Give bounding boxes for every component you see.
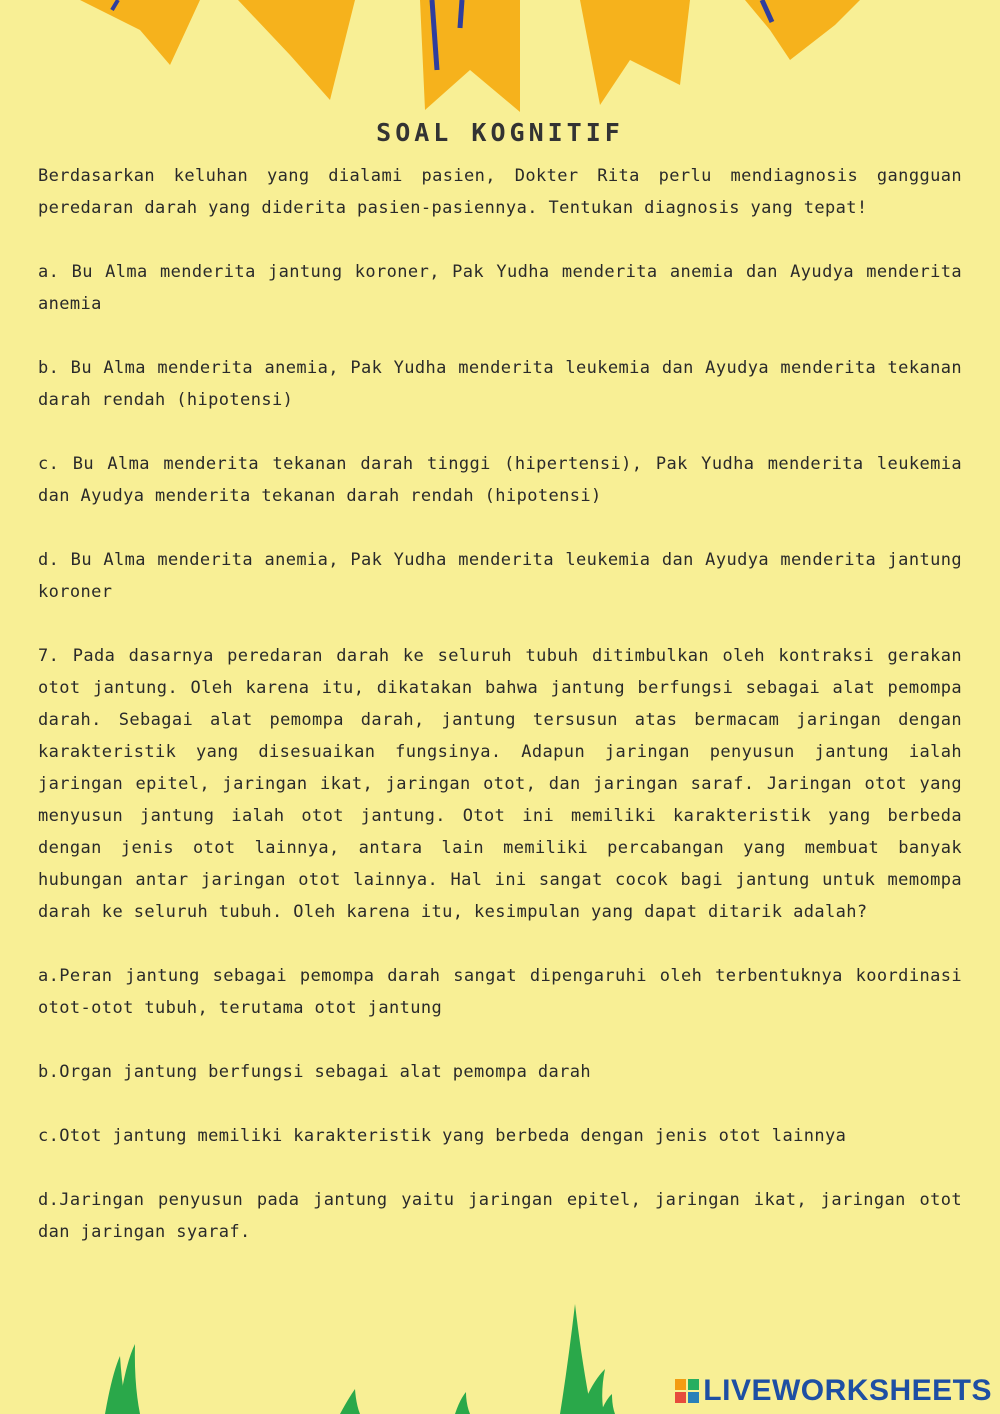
worksheet-content: [38, 160, 962, 1280]
option-7d: d.Jaringan penyusun pada jantung yaitu jaringan epitel, jaringan ikat, jaringan otot dan jaringan syaraf.: [38, 1190, 962, 1242]
bunting-flags-icon: [0, 0, 1000, 120]
option-c: c. Bu Alma menderita tekanan darah tinggi (hipertensi), Pak Yudha menderita leukemia dan Ayudya menderita tekanan darah rendah (hipotensi): [38, 454, 962, 506]
question-intro: Berdasarkan keluhan yang dialami pasien, Dokter Rita perlu mendiagnosis gangguan peredaran darah yang diderita pasien-pasiennya. Tentukan diagnosis yang tepat!: [38, 166, 962, 218]
option-b: b. Bu Alma menderita anemia, Pak Yudha menderita leukemia dan Ayudya menderita tekanan darah rendah (hipotensi): [38, 358, 962, 410]
option-d: d. Bu Alma menderita anemia, Pak Yudha menderita leukemia dan Ayudya menderita jantung koroner: [38, 550, 962, 602]
liveworksheets-logo-icon: [675, 1379, 699, 1403]
watermark-text: LIVEWORKSHEETS: [703, 1374, 992, 1407]
option-a: a. Bu Alma menderita jantung koroner, Pak Yudha menderita anemia dan Ayudya menderita anemia: [38, 262, 962, 314]
liveworksheets-watermark: [675, 1374, 992, 1408]
option-7c: c.Otot jantung memiliki karakteristik yang berbeda dengan jenis otot lainnya: [38, 1126, 847, 1146]
question-7: 7. Pada dasarnya peredaran darah ke seluruh tubuh ditimbulkan oleh kontraksi gerakan otot jantung. Oleh karena itu, dikatakan bahwa jantung berfungsi sebagai alat pemompa darah. Sebagai alat pemompa darah, jantung tersusun atas bermacam jaringan dengan karakteristik yang disesuaikan fungsinya. Adapun jaringan penyusun jantung ialah jaringan epitel, jaringan ikat, jaringan otot, dan jaringan saraf. Jaringan otot yang menyusun jantung ialah otot jantung. Otot ini memiliki karakteristik yang berbeda dengan jenis otot lainnya, antara lain memiliki percabangan yang membuat banyak hubungan antar jaringan otot lainnya. Hal ini sangat cocok bagi jantung untuk memompa darah ke seluruh tubuh. Oleh karena itu, kesimpulan yang dapat ditarik adalah?: [38, 646, 962, 922]
page-title: SOAL KOGNITIF: [376, 118, 624, 147]
option-7b: b.Organ jantung berfungsi sebagai alat pemompa darah: [38, 1062, 592, 1082]
option-7a: a.Peran jantung sebagai pemompa darah sangat dipengaruhi oleh terbentuknya koordinasi otot-otot tubuh, terutama otot jantung: [38, 966, 962, 1018]
